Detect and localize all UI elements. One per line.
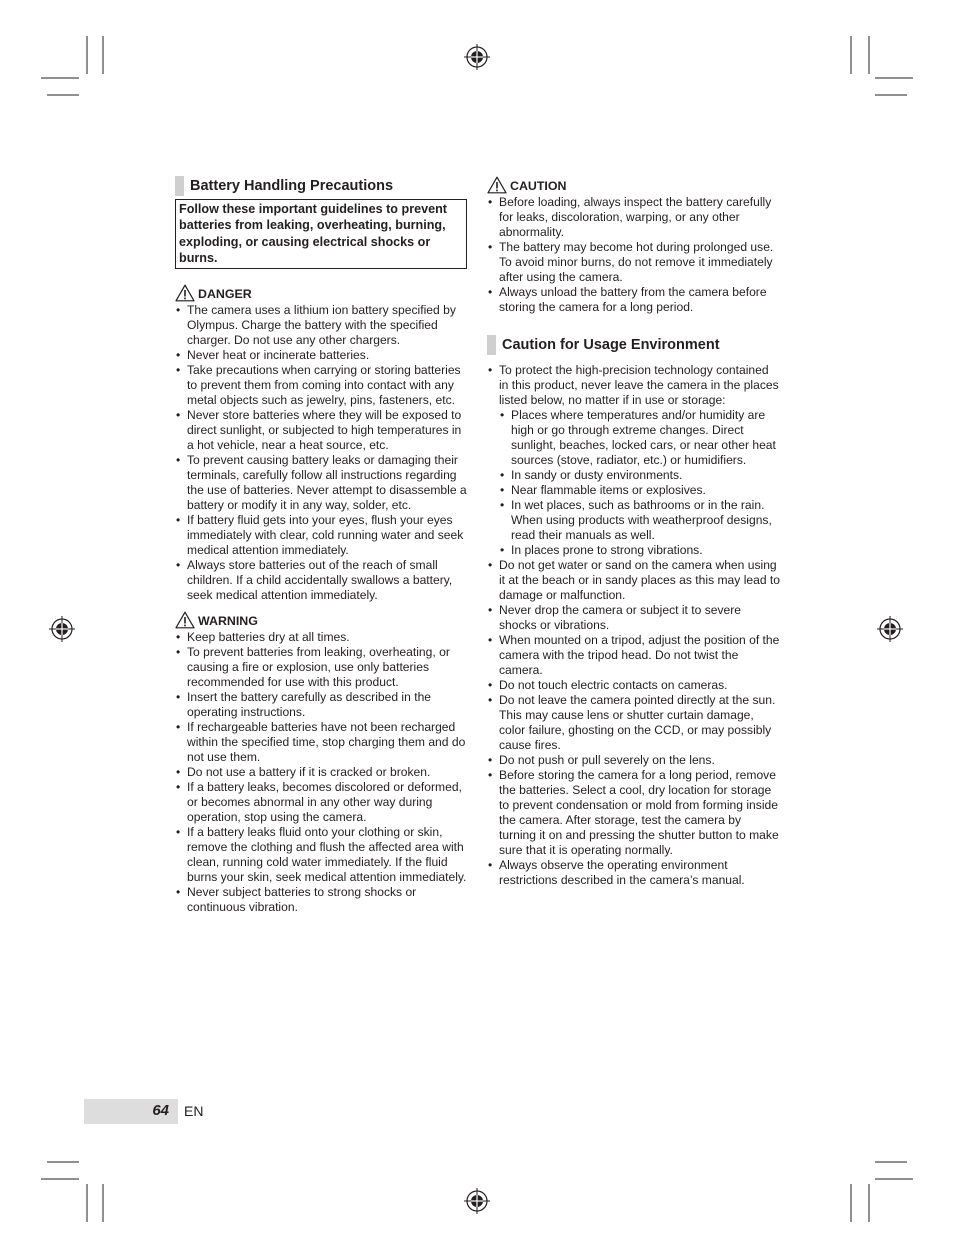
list-item: • If a battery leaks fluid onto your clothing or skin, remove the clothing and flush the affected area with clean, running cold water immediately. If the fluid burns your skin, seek medical attention immediately. [175, 825, 467, 885]
list-item: • Before loading, always inspect the battery carefully for leaks, discoloration, warping, or any other abnormality. [487, 195, 780, 240]
list-item: • If a battery leaks, becomes discolored or deformed, or becomes abnormal in any other way during operation, stop using the camera. [175, 780, 467, 825]
environment-intro: To protect the high-precision technology contained in this product, never leave the camera in the places listed below, no matter if in use or storage: [499, 363, 779, 407]
list-item: • Before storing the camera for a long period, remove the batteries. Select a cool, dry location for storage to prevent condensation or mold from forming inside the camera. After storage, test the camera by turning it on and pressing the shutter button to make sure that it is operating normally. [487, 768, 780, 858]
environment-section-title: Caution for Usage Environment [487, 335, 780, 355]
list-item: • Near flammable items or explosives. [499, 483, 780, 498]
list-item: • Do not get water or sand on the camera when using it at the beach or in sandy places as this may lead to damage or malfunction. [487, 558, 780, 603]
danger-heading [175, 284, 467, 302]
list-item: • Do not touch electric contacts on cameras. [487, 678, 780, 693]
registration-mark-icon [877, 616, 903, 642]
list-item: • Never store batteries where they will be exposed to direct sunlight, or subjected to high temperatures in a hot vehicle, near a heat source, etc. [175, 408, 467, 453]
list-item: • Never heat or incinerate batteries. [175, 348, 467, 363]
crop-marks [41, 36, 913, 1222]
list-item: • Always unload the battery from the camera before storing the camera for a long period. [487, 285, 780, 315]
list-item: • Do not use a battery if it is cracked or broken. [175, 765, 467, 780]
warning-list [175, 630, 467, 915]
warning-triangle-icon [487, 176, 507, 194]
warning-triangle-icon [175, 284, 195, 302]
battery-notice-box: Follow these important guidelines to prevent batteries from leaking, overheating, burning, exploding, or causing electrical shocks or burns. [175, 199, 467, 269]
list-item: • In places prone to strong vibrations. [499, 543, 780, 558]
places-list [499, 408, 780, 558]
list-item: • To prevent batteries from leaking, overheating, or causing a fire or explosion, use only batteries recommended for use with this product. [175, 645, 467, 690]
list-item: • Insert the battery carefully as described in the operating instructions. [175, 690, 467, 720]
list-item: • Do not leave the camera pointed directly at the sun. This may cause lens or shutter curtain damage, color failure, ghosting on the CCD, or may possibly cause fires. [487, 693, 780, 753]
list-item: • Keep batteries dry at all times. [175, 630, 467, 645]
registration-mark-icon [464, 44, 490, 70]
list-item: • In wet places, such as bathrooms or in the rain. When using products with weatherproof designs, read their manuals as well. [499, 498, 780, 543]
registration-mark-icon [464, 1188, 490, 1214]
page-number: 64 [152, 1102, 169, 1119]
warning-label: WARNING [198, 614, 258, 629]
list-item: • In sandy or dusty environments. [499, 468, 780, 483]
warning-triangle-icon [175, 611, 195, 629]
language-code: EN [184, 1103, 204, 1119]
list-item: • Do not push or pull severely on the lens. [487, 753, 780, 768]
danger-label: DANGER [198, 287, 252, 302]
list-item: • The battery may become hot during prolonged use. To avoid minor burns, do not remove it immediately after using the camera. [487, 240, 780, 285]
list-item: • The camera uses a lithium ion battery specified by Olympus. Charge the battery with the specified charger. Do not use any other chargers. [175, 303, 467, 348]
right-column [487, 176, 780, 888]
list-item: • To prevent causing battery leaks or damaging their terminals, carefully follow all instructions regarding the use of batteries. Never attempt to disassemble a battery or modify it in any way, solder, etc. [175, 453, 467, 513]
list-item: • Always store batteries out of the reach of small children. If a child accidentally swallows a battery, seek medical attention immediately. [175, 558, 467, 603]
list-item: • When mounted on a tripod, adjust the position of the camera with the tripod head. Do not twist the camera. [487, 633, 780, 678]
list-item: • Never subject batteries to strong shocks or continuous vibration. [175, 885, 467, 915]
environment-list [487, 363, 780, 888]
list-item: • If battery fluid gets into your eyes, flush your eyes immediately with clear, cold running water and seek medical attention immediately. [175, 513, 467, 558]
list-item: • If rechargeable batteries have not been recharged within the specified time, stop charging them and do not use them. [175, 720, 467, 765]
danger-list [175, 303, 467, 603]
page-number-tab [84, 1099, 178, 1124]
list-item: • Take precautions when carrying or storing batteries to prevent them from coming into contact with any metal objects such as jewelry, pins, fasteners, etc. [175, 363, 467, 408]
left-column [175, 176, 467, 915]
list-item: • Never drop the camera or subject it to severe shocks or vibrations. [487, 603, 780, 633]
list-item: • Always observe the operating environment restrictions described in the camera’s manual. [487, 858, 780, 888]
warning-heading [175, 611, 467, 629]
caution-list [487, 195, 780, 315]
caution-label: CAUTION [510, 179, 567, 193]
list-item [487, 363, 780, 558]
caution-heading [487, 176, 780, 194]
list-item: • Places where temperatures and/or humidity are high or go through extreme changes. Direct sunlight, beaches, locked cars, or near other heat sources (stove, radiator, etc.) or humidifiers. [499, 408, 780, 468]
registration-mark-icon [49, 616, 75, 642]
battery-section-title: Battery Handling Precautions [175, 176, 467, 196]
